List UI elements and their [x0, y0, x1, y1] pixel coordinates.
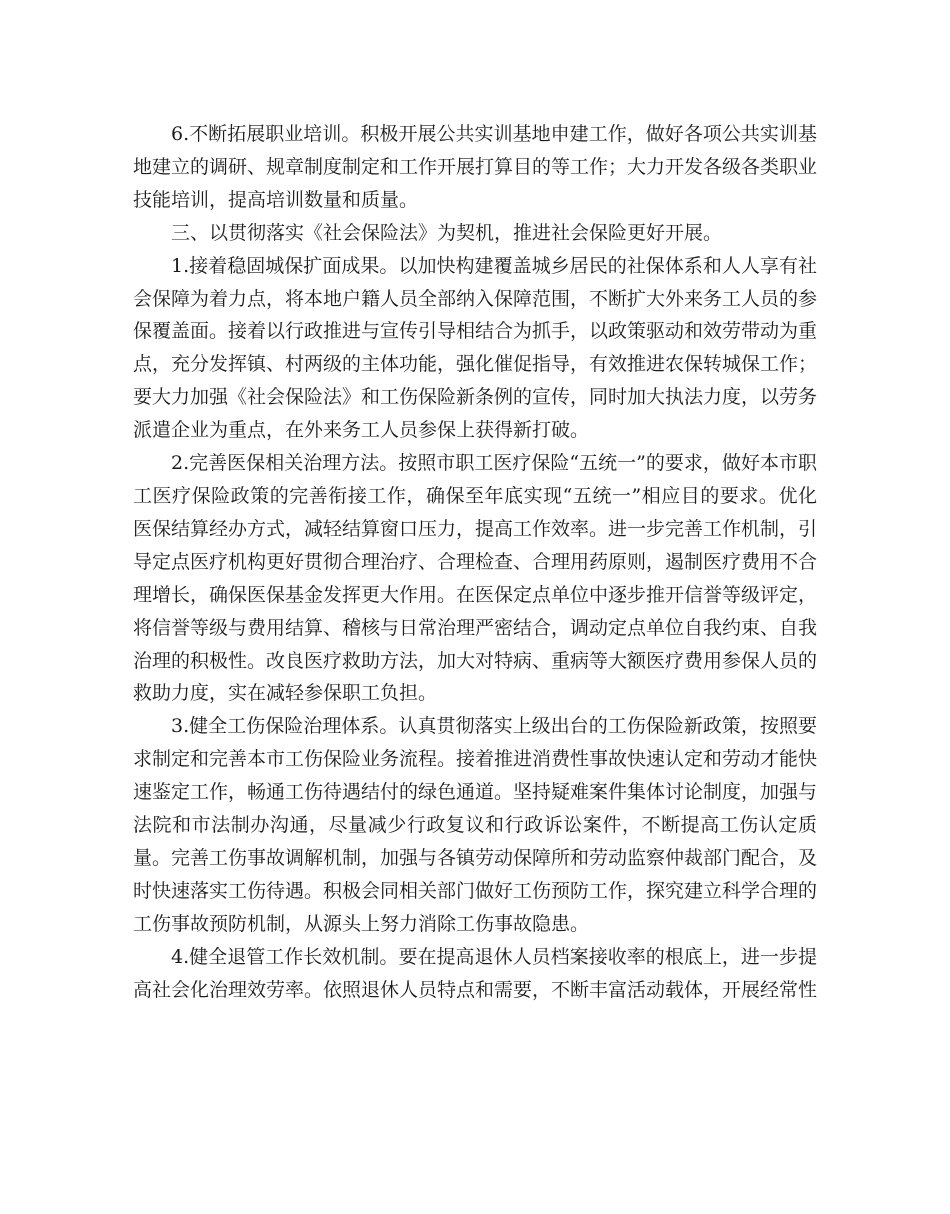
paragraph-vocational-training: 6.不断拓展职业培训。积极开展公共实训基地申建工作，做好各项公共实训基地建立的调研、规章制度制定和工作开展打算目的等工作；大力开发各级各类职业技能培训，提高培训数量和质量。 [133, 123, 818, 211]
paragraph-medical-insurance: 2.完善医保相关治理方法。按照市职工医疗保险“五统一”的要求，做好本市职工医疗保险政策的完善衔接工作，确保至年底实现“五统一”相应目的要求。优化医保结算经办方式，减轻结算窗口压力，提高工作效率。进一步完善工作机制，引导定点医疗机构更好贯彻合理治疗、合理检查、合理用药原则，遏制医疗费用不合理增长，确保医保基金发挥更大作用。在医保定点单位中逐步推开信誉等级评定，将信誉等级与费用结算、稽核与日常治理严密结合，调动定点单位自我约束、自我治理的积极性。改良医疗救助方法，加大对特病、重病等大额医疗费用参保人员的救助力度，实在减轻参保职工负担。 [133, 452, 818, 705]
section-heading-social-insurance: 三、以贯彻落实《社会保险法》为契机，推进社会保险更好开展。 [171, 221, 723, 244]
document-body [133, 118, 817, 1006]
paragraph-retirement-management: 4.健全退管工作长效机制。要在提高退休人员档案接收率的根底上，进一步提高社会化治理效劳率。依照退休人员特点和需要，不断丰富活动载体，开展经常性 [133, 945, 818, 1001]
paragraph-urban-insurance: 1.接着稳固城保扩面成果。以加快构建覆盖城乡居民的社保体系和人人享有社会保障为着力点，将本地户籍人员全部纳入保障范围，不断扩大外来务工人员的参保覆盖面。接着以行政推进与宣传引导相结合为抓手，以政策驱动和效劳带动为重点，充分发挥镇、村两级的主体功能，强化催促指导，有效推进农保转城保工作；要大力加强《社会保险法》和工伤保险新条例的宣传，同时加大执法力度，以劳务派遣企业为重点，在外来务工人员参保上获得新打破。 [133, 254, 818, 442]
paragraph-work-injury-insurance: 3.健全工伤保险治理体系。认真贯彻落实上级出台的工伤保险新政策，按照要求制定和完善本市工伤保险业务流程。接着推进消费性事故快速认定和劳动才能快速鉴定工作，畅通工伤待遇结付的绿色通道。坚持疑难案件集体讨论制度，加强与法院和市法制办沟通，尽量减少行政复议和行政诉讼案件，不断提高工伤认定质量。完善工伤事故调解机制，加强与各镇劳动保障所和劳动监察仲裁部门配合，及时快速落实工伤待遇。积极会同相关部门做好工伤预防工作，探究建立科学合理的工伤事故预防机制，从源头上努力消除工伤事故隐患。 [133, 715, 818, 935]
